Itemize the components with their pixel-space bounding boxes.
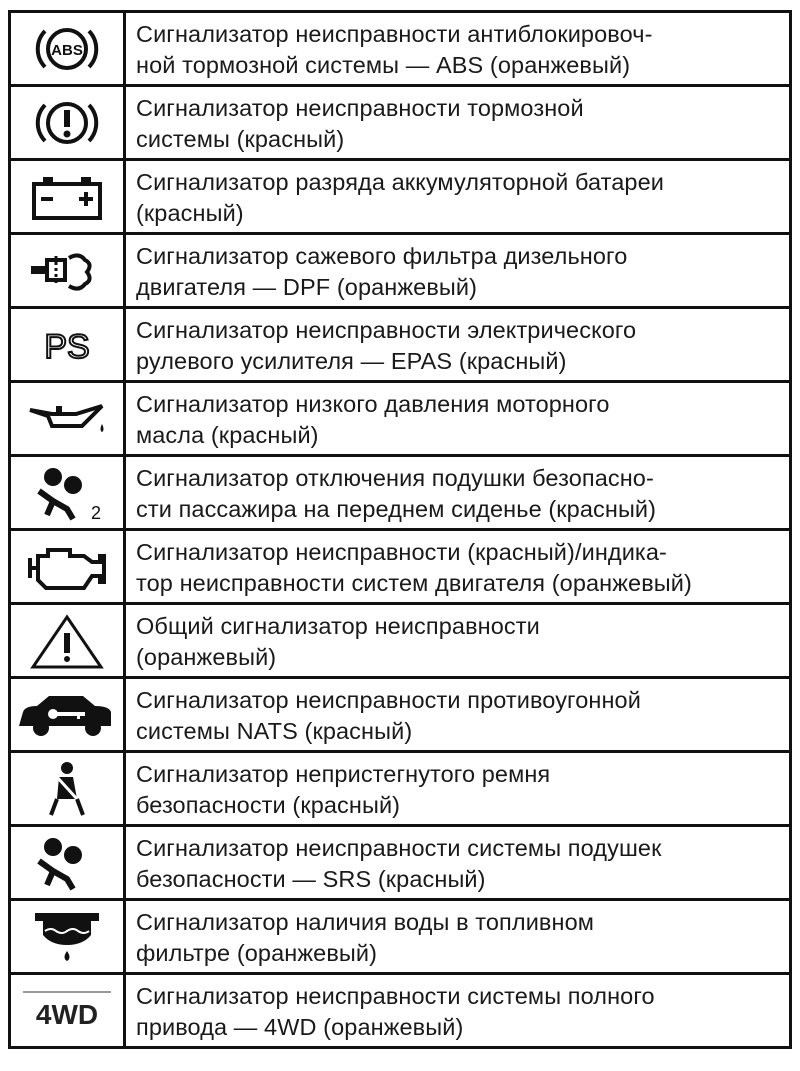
dpf-icon <box>10 234 125 308</box>
table-row <box>10 160 791 234</box>
warning-description: Сигнализатор неисправности антиблокировоч- ной тормозной системы — ABS (оранжевый) <box>125 12 791 86</box>
warning-description: Сигнализатор неисправности системы полного привода — 4WD (оранжевый) <box>125 974 791 1048</box>
table-row <box>10 12 791 86</box>
immobilizer-car-key-icon <box>10 678 125 752</box>
table-row <box>10 826 791 900</box>
oil-pressure-icon <box>10 382 125 456</box>
check-engine-icon <box>10 530 125 604</box>
table-row <box>10 86 791 160</box>
power-steering-icon <box>10 308 125 382</box>
table-row <box>10 604 791 678</box>
4wd-icon <box>10 974 125 1048</box>
warning-lights-table <box>8 10 792 1049</box>
warning-description: Общий сигнализатор неисправности (оранжевый) <box>125 604 791 678</box>
warning-description: Сигнализатор неисправности системы подушек безопасности — SRS (красный) <box>125 826 791 900</box>
abs-icon <box>10 12 125 86</box>
warning-description: Сигнализатор неисправности тормозной системы (красный) <box>125 86 791 160</box>
table-row <box>10 752 791 826</box>
table-row <box>10 456 791 530</box>
table-row <box>10 900 791 974</box>
battery-icon <box>10 160 125 234</box>
seatbelt-icon <box>10 752 125 826</box>
warning-description: Сигнализатор разряда аккумуляторной батареи (красный) <box>125 160 791 234</box>
water-in-fuel-icon <box>10 900 125 974</box>
warning-description: Сигнализатор неисправности противоугонной системы NATS (красный) <box>125 678 791 752</box>
warning-description: Сигнализатор наличия воды в топливном фильтре (оранжевый) <box>125 900 791 974</box>
passenger-airbag-off-icon <box>10 456 125 530</box>
airbag-srs-icon <box>10 826 125 900</box>
table-row <box>10 974 791 1048</box>
svg-text:2: 2 <box>91 502 102 523</box>
warning-description: Сигнализатор неисправности (красный)/индика- тор неисправности систем двигателя (оранжевый) <box>125 530 791 604</box>
svg-text:ABS: ABS <box>51 41 83 59</box>
warning-description: Сигнализатор сажевого фильтра дизельного двигателя — DPF (оранжевый) <box>125 234 791 308</box>
warning-description: Сигнализатор непристегнутого ремня безопасности (красный) <box>125 752 791 826</box>
table-row <box>10 530 791 604</box>
brake-warning-icon <box>10 86 125 160</box>
warning-description: Сигнализатор неисправности электрического рулевого усилителя — EPAS (красный) <box>125 308 791 382</box>
svg-text:4WD: 4WD <box>35 998 99 1030</box>
table-row <box>10 308 791 382</box>
table-row <box>10 234 791 308</box>
table-row <box>10 678 791 752</box>
warning-description: Сигнализатор отключения подушки безопасно- сти пассажира на переднем сиденье (красный) <box>125 456 791 530</box>
general-warning-icon <box>10 604 125 678</box>
table-row <box>10 382 791 456</box>
warning-description: Сигнализатор низкого давления моторного масла (красный) <box>125 382 791 456</box>
svg-text:PS: PS <box>44 327 90 366</box>
